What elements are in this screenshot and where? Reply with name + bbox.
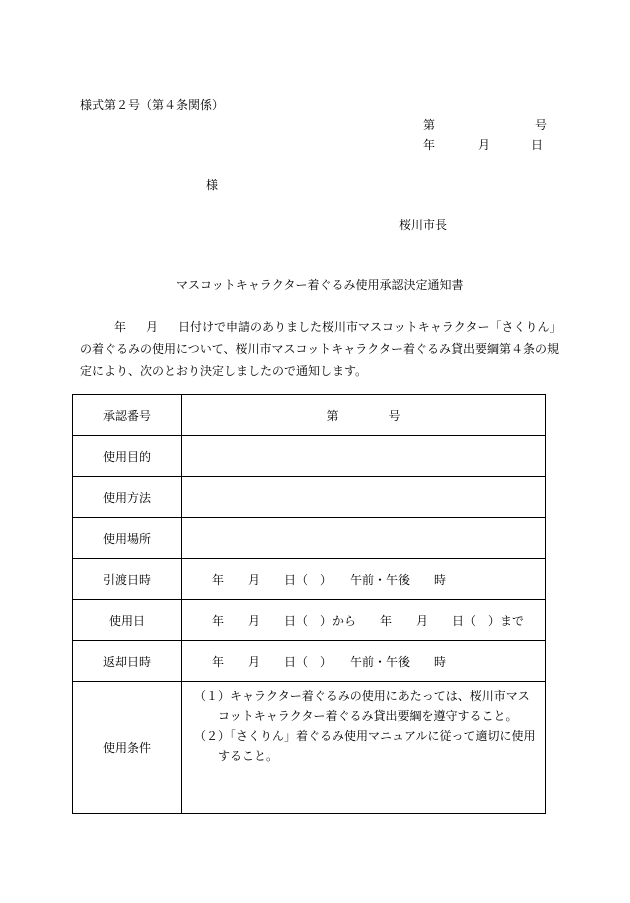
approval-number-suffix: 号 bbox=[388, 408, 401, 423]
body-line-3: 定により、次のとおり決定しましたので通知します。 bbox=[80, 364, 368, 378]
document-title: マスコットキャラクター着ぐるみ使用承認決定通知書 bbox=[176, 278, 464, 292]
purpose-label: 使用目的 bbox=[73, 436, 182, 477]
body-year-label: 年 bbox=[114, 320, 127, 334]
use-date-label: 使用日 bbox=[73, 600, 182, 641]
approval-number-prefix: 第 bbox=[326, 408, 339, 423]
purpose-value bbox=[182, 436, 546, 477]
location-value bbox=[182, 518, 546, 559]
table-row-conditions bbox=[73, 682, 546, 814]
body-line-1-rest: 日付けで申請のありました桜川市マスコットキャラクター「さくりん」 bbox=[178, 320, 562, 334]
table-row-return bbox=[73, 641, 546, 682]
table-row-use-date bbox=[73, 600, 546, 641]
conditions-label: 使用条件 bbox=[73, 682, 182, 814]
location-label: 使用場所 bbox=[73, 518, 182, 559]
condition-item-1: （１）キャラクター着ぐるみの使用にあたっては、桜川市マスコットキャラクター着ぐるみ貸出要綱を遵守すること。 bbox=[194, 689, 530, 723]
body-month-label: 月 bbox=[146, 320, 159, 334]
approval-number-label: 承認番号 bbox=[73, 395, 182, 436]
return-value: 年 月 日（ ） 午前・午後 時 bbox=[182, 641, 546, 682]
date-month-label: 月 bbox=[478, 138, 491, 152]
method-label: 使用方法 bbox=[73, 477, 182, 518]
handover-value: 年 月 日（ ） 午前・午後 時 bbox=[182, 559, 546, 600]
date-year-label: 年 bbox=[423, 138, 436, 152]
doc-number-suffix: 号 bbox=[535, 118, 548, 132]
issuer-name: 桜川市長 bbox=[399, 218, 448, 232]
table-row-approval-number bbox=[73, 395, 546, 436]
method-value bbox=[182, 477, 546, 518]
table-row-purpose bbox=[73, 436, 546, 477]
body-line-1 bbox=[80, 316, 562, 338]
form-number: 様式第２号（第４条関係） bbox=[80, 98, 225, 112]
date-day-label: 日 bbox=[531, 138, 544, 152]
approval-details-table bbox=[72, 394, 546, 814]
addressee-suffix: 様 bbox=[206, 178, 219, 192]
approval-number-cell bbox=[182, 395, 546, 436]
table-row-method bbox=[73, 477, 546, 518]
body-line-2: の着ぐるみの使用について、桜川市マスコットキャラクター着ぐるみ貸出要綱第４条の規 bbox=[80, 342, 560, 356]
handover-label: 引渡日時 bbox=[73, 559, 182, 600]
doc-number-prefix: 第 bbox=[423, 118, 436, 132]
notice-body bbox=[80, 316, 562, 382]
condition-item-2: （２）「さくりん」着ぐるみ使用マニュアルに従って適切に使用すること。 bbox=[194, 729, 536, 763]
table-row-handover bbox=[73, 559, 546, 600]
return-label: 返却日時 bbox=[73, 641, 182, 682]
conditions-cell bbox=[182, 682, 546, 814]
table-row-location bbox=[73, 518, 546, 559]
use-date-value: 年 月 日（ ）から 年 月 日（ ）まで bbox=[182, 600, 546, 641]
